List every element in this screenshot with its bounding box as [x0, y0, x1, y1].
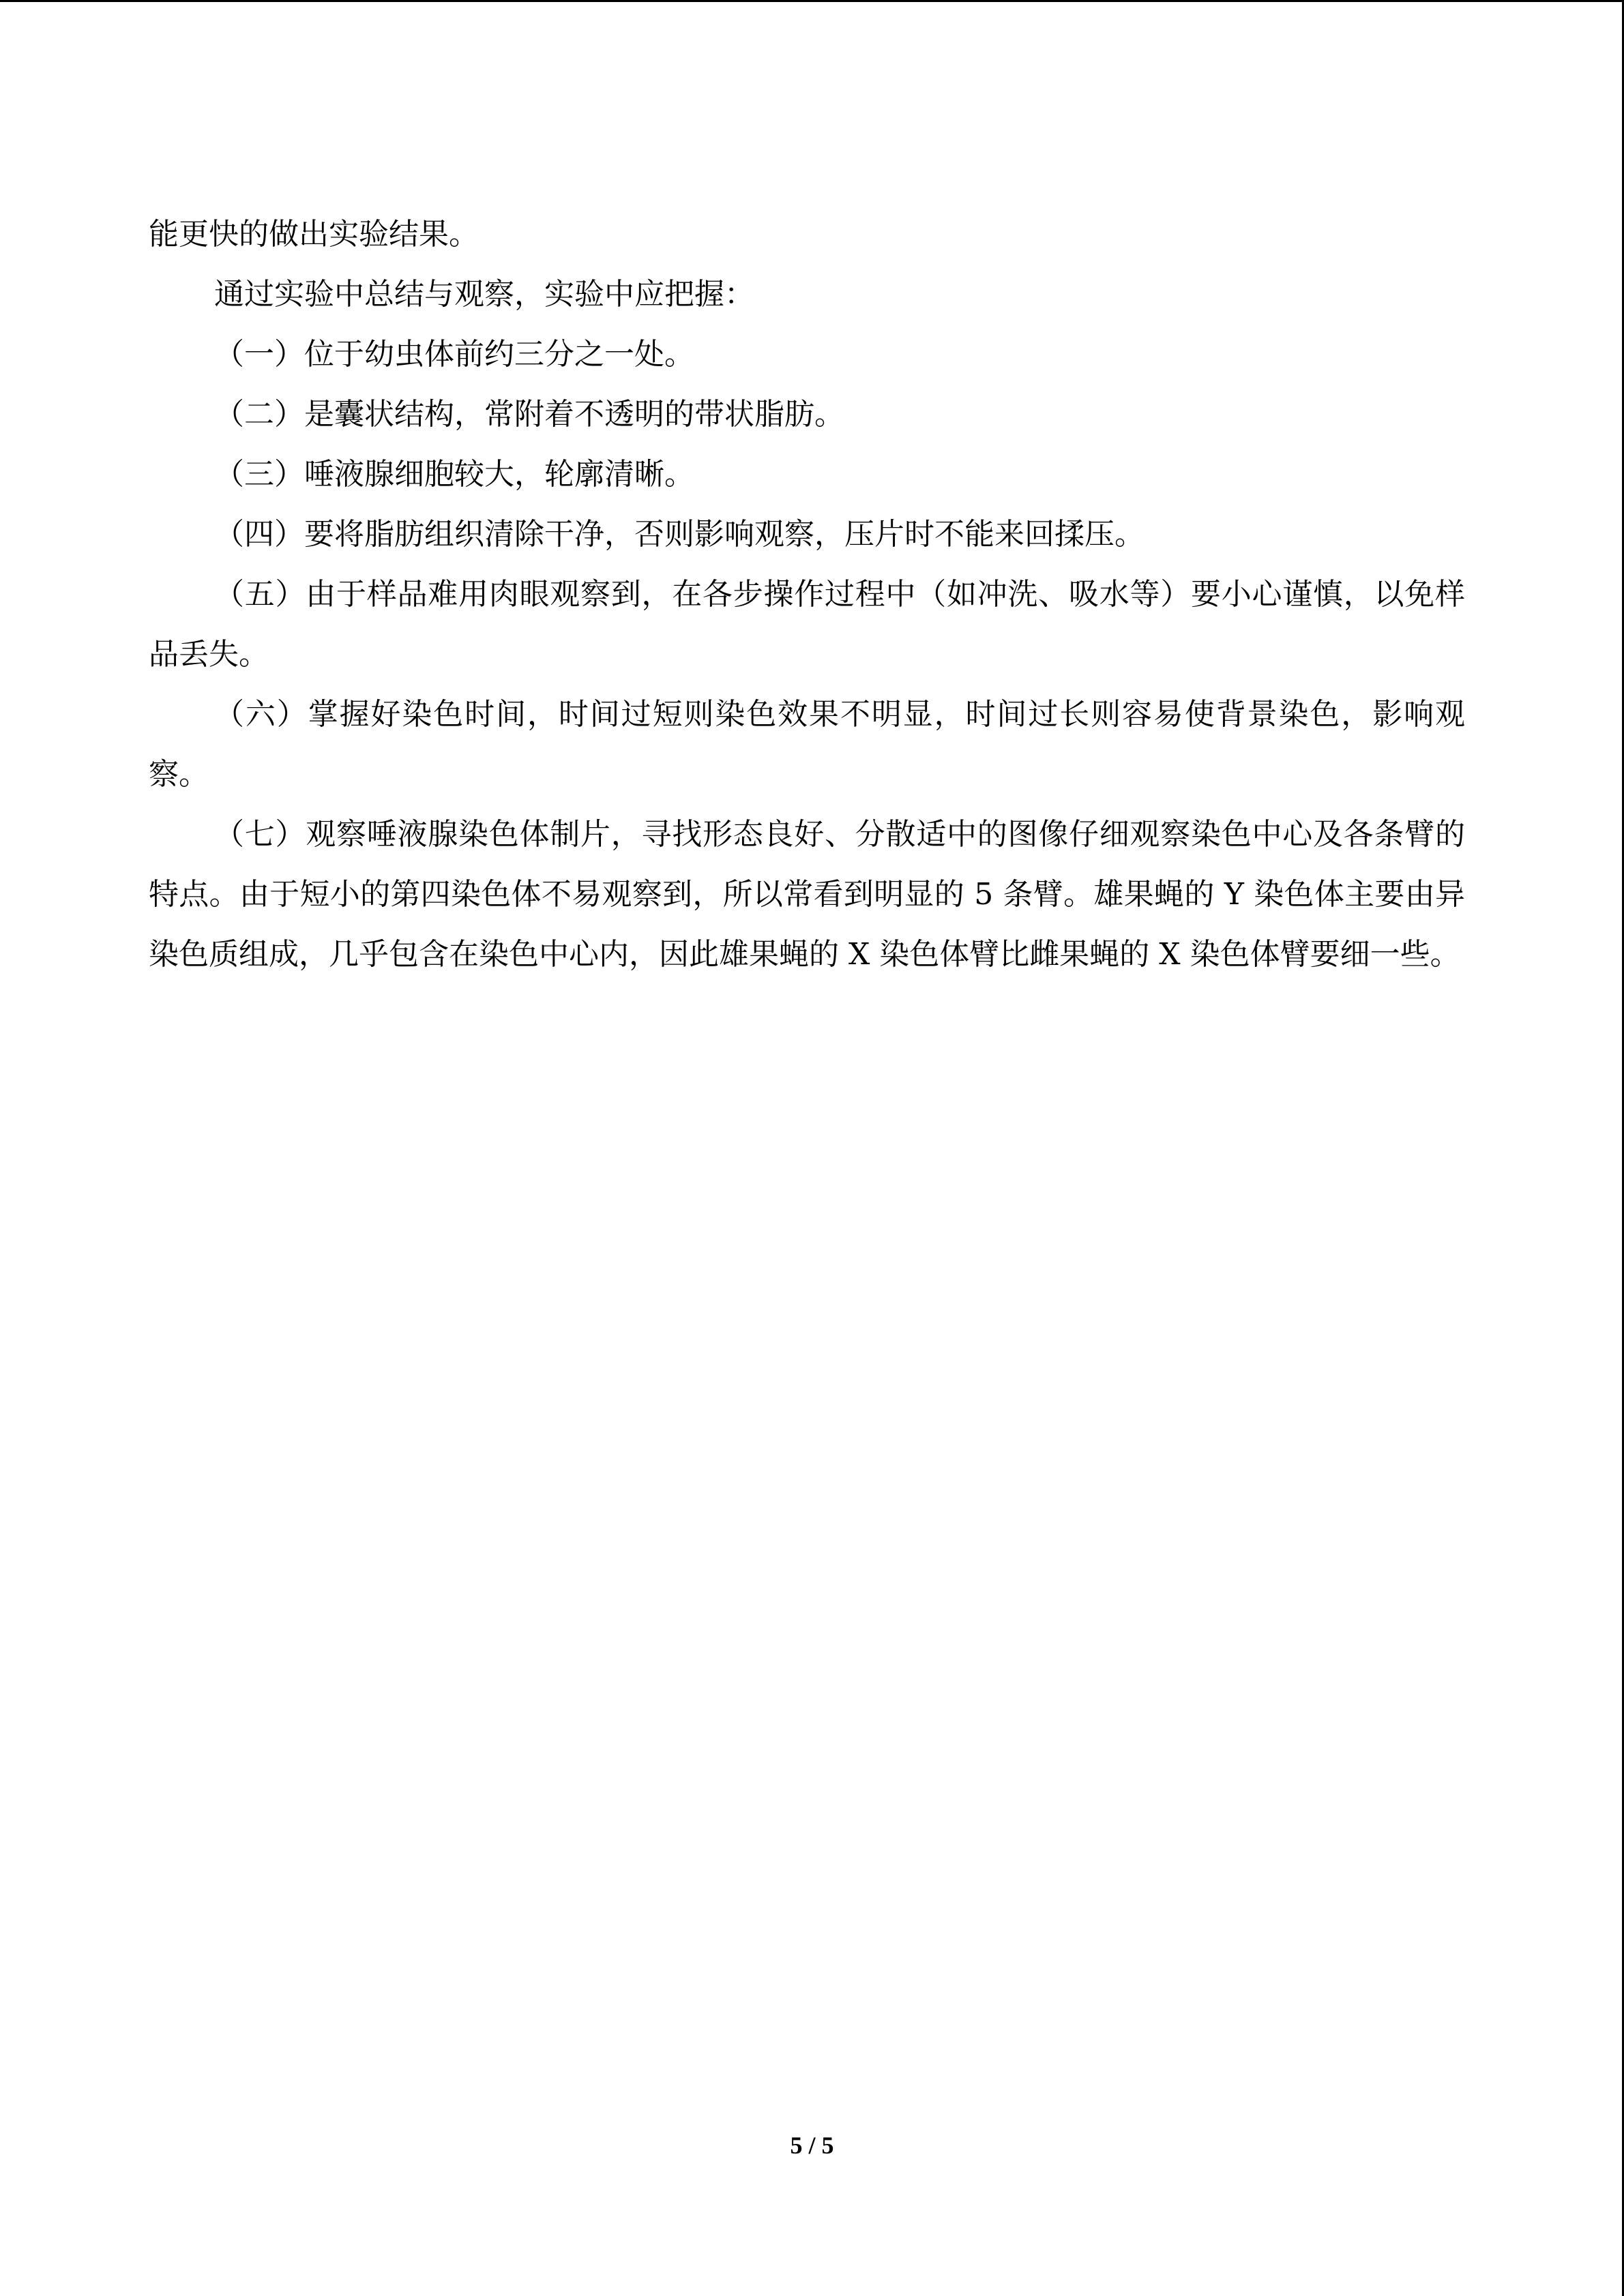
paragraph-point-4: （四）要将脂肪组织清除干净，否则影响观察，压片时不能来回揉压。	[214, 517, 1145, 552]
paragraph-point-5: （五）由于样品难用肉眼观察到，在各步操作过程中（如冲洗、吸水等）要小心谨慎，以免样品丢失。	[149, 577, 1465, 672]
page-top-border	[0, 0, 1624, 2]
paragraph-point-1: （一）位于幼虫体前约三分之一处。	[214, 337, 694, 372]
paragraph-point-3: （三）唾液腺细胞较大，轮廓清晰。	[214, 457, 694, 492]
paragraph-point-7: （七）观察唾液腺染色体制片，寻找形态良好、分散适中的图像仔细观察染色中心及各条臂的特点。由于短小的第四染色体不易观察到，所以常看到明显的 5 条臂。雄果蝇的 Y 染色体主要由异染色质组成，几乎包含在染色中心内，因此雄果蝇的 X 染色体臂比雌果蝇的 X 染色体臂要细一些。	[149, 817, 1465, 972]
paragraph-point-6: （六）掌握好染色时间，时间过短则染色效果不明显，时间过长则容易使背景染色，影响观察。	[149, 697, 1465, 792]
paragraph-continuation: 能更快的做出实验结果。	[149, 217, 479, 252]
paragraph-point-2: （二）是囊状结构，常附着不透明的带状脂肪。	[214, 397, 844, 432]
page-number: 5 / 5	[790, 2132, 834, 2159]
document-body	[149, 205, 1465, 985]
paragraph-intro: 通过实验中总结与观察，实验中应把握：	[214, 277, 754, 312]
